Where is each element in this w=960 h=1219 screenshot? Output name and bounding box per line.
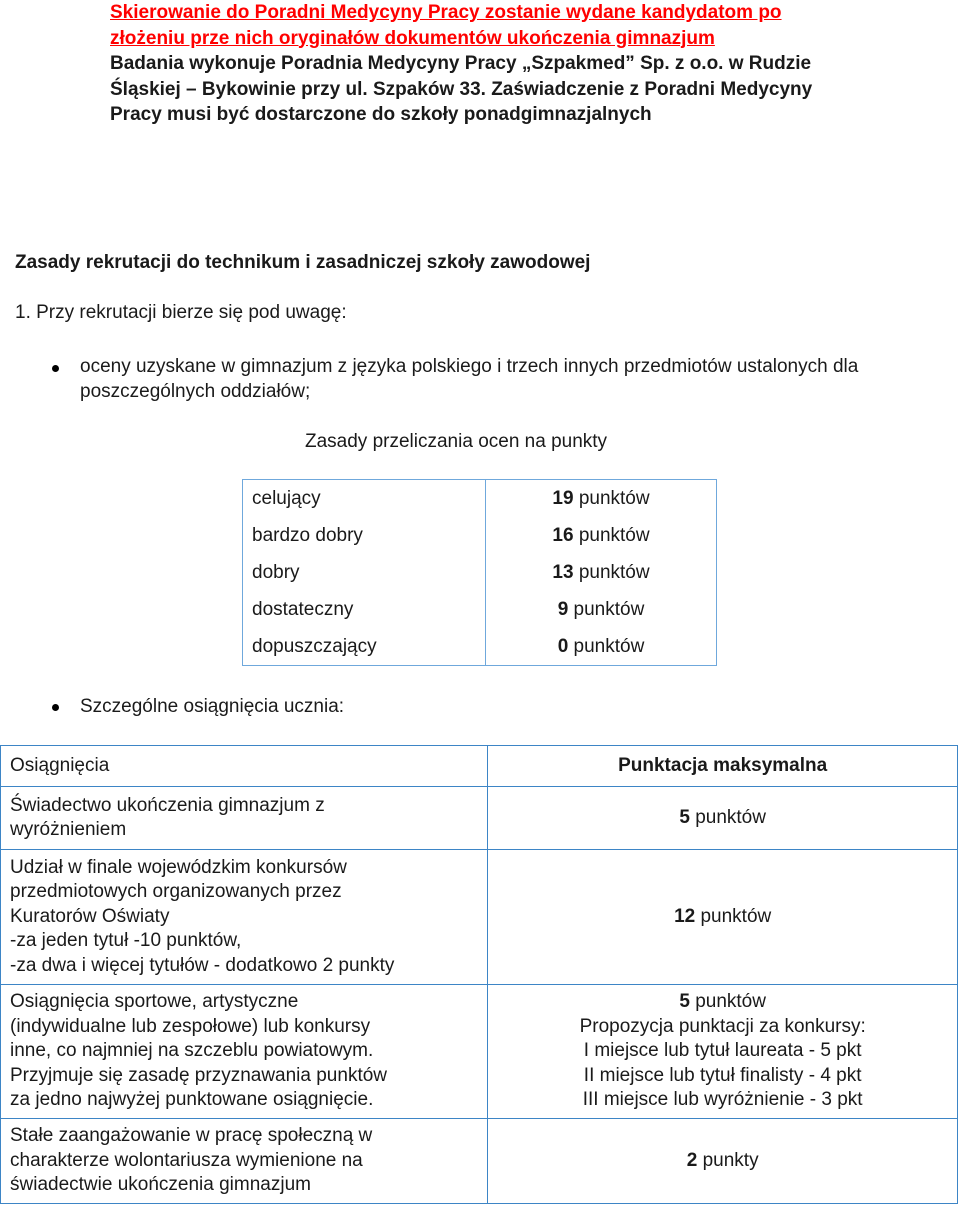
grades-table-title: Zasady przeliczania ocen na punkty — [305, 431, 608, 452]
table-row — [1, 985, 958, 1119]
text-line: za jedno najwyżej punktowane osiągnięcie. — [10, 1089, 374, 1111]
points-unit: punktów — [573, 561, 650, 583]
bullet-achievements: Szczególne osiągnięcia ucznia: — [80, 696, 345, 717]
text-line: świadectwie ukończenia gimnazjum — [10, 1174, 311, 1196]
points-unit: punktów — [689, 806, 766, 828]
text-line: Świadectwo ukończenia gimnazjum z — [10, 794, 325, 816]
competition-scoring-line: Propozycja punktacji za konkursy: — [579, 1015, 866, 1037]
points-number: 12 — [674, 905, 696, 927]
text-line: Kuratorów Oświaty — [10, 905, 170, 927]
table-row — [1, 787, 958, 850]
points-unit: punktów — [568, 598, 645, 620]
referral-notice-line: Skierowanie do Poradni Medycyny Pracy zostanie wydane kandydatom po — [110, 2, 782, 23]
table-row — [1, 1119, 958, 1204]
points-number: 13 — [552, 561, 574, 583]
grade-points — [486, 591, 717, 628]
grade-points — [486, 517, 717, 554]
grade-points — [486, 480, 717, 518]
bullet-grades: oceny uzyskane w gimnazjum z języka polskiego i trzech innych przedmiotów ustalonych dla poszczególnych oddziałów; — [80, 356, 859, 402]
points-number: 5 — [679, 991, 690, 1013]
table-header-row — [1, 746, 958, 787]
points-unit: punktów — [573, 524, 650, 546]
achievement-points — [488, 850, 958, 985]
points-unit: punktów — [568, 635, 645, 657]
grade-name: dostateczny — [243, 591, 486, 628]
text-line: wyróżnieniem — [10, 819, 127, 840]
points-unit: punktów — [695, 905, 772, 927]
achievement-description — [1, 1119, 488, 1204]
section-heading: Zasady rekrutacji do technikum i zasadniczej szkoły zawodowej — [15, 252, 591, 273]
achievement-description — [1, 787, 488, 850]
referral-notice-line: złożeniu prze nich oryginałów dokumentów ukończenia gimnazjum — [110, 27, 715, 49]
achievement-points — [488, 985, 958, 1119]
achievements-table — [0, 745, 958, 1204]
column-header-achievements: Osiągnięcia — [1, 746, 488, 787]
bullet-dot — [52, 365, 59, 372]
grade-name: celujący — [243, 480, 486, 518]
table-row — [243, 628, 717, 666]
text-line: przedmiotowych organizowanych przez — [10, 881, 342, 903]
points-number: 5 — [679, 806, 690, 828]
points-unit: punkty — [697, 1149, 759, 1171]
points-unit: punktów — [573, 487, 650, 509]
achievement-points — [488, 1119, 958, 1204]
grade-points — [486, 554, 717, 591]
text-line: -za dwa i więcej tytułów - dodatkowo 2 punkty — [10, 954, 395, 976]
grade-name: bardzo dobry — [243, 517, 486, 554]
points-number: 2 — [686, 1149, 698, 1171]
grade-name: dopuszczający — [243, 628, 486, 666]
table-row — [243, 517, 717, 554]
point-1-text: 1. Przy rekrutacji bierze się pod uwagę: — [15, 302, 347, 323]
text-line: Osiągnięcia sportowe, artystyczne — [10, 991, 299, 1013]
grade-points — [486, 628, 717, 666]
text-line: Udział w finale wojewódzkim konkursów — [10, 856, 347, 878]
table-row — [243, 591, 717, 628]
text-line: inne, co najmniej na szczeblu powiatowym. — [10, 1040, 374, 1062]
column-header-max-points: Punktacja maksymalna — [488, 746, 958, 787]
grades-table — [242, 479, 717, 666]
text-line: charakterze wolontariusza wymienione na — [10, 1149, 363, 1171]
competition-scoring-line: I miejsce lub tytuł laureata - 5 pkt — [583, 1040, 862, 1062]
points-unit: punktów — [689, 991, 766, 1013]
grade-name: dobry — [243, 554, 486, 591]
points-number: 19 — [552, 487, 574, 509]
text-line: -za jeden tytuł -10 punktów, — [10, 930, 242, 952]
achievement-description — [1, 850, 488, 985]
table-row — [243, 480, 717, 518]
points-line — [488, 990, 957, 1015]
achievement-description — [1, 985, 488, 1119]
intro-notice — [110, 0, 930, 128]
bullet-dot — [52, 704, 59, 711]
competition-scoring-line: II miejsce lub tytuł finalisty - 4 pkt — [583, 1064, 862, 1086]
medical-exam-line: Badania wykonuje Poradnia Medycyny Pracy „Szpakmed” Sp. z o.o. w Rudzie — [110, 53, 812, 74]
medical-exam-line: Pracy musi być dostarczone do szkoły ponadgimnazjalnych — [110, 104, 652, 125]
achievement-points — [488, 787, 958, 850]
table-row — [1, 850, 958, 985]
text-line: Przyjmuje się zasadę przyznawania punktów — [10, 1064, 388, 1086]
table-row — [243, 554, 717, 591]
points-number: 9 — [557, 598, 569, 620]
competition-scoring-line: III miejsce lub wyróżnienie - 3 pkt — [582, 1089, 863, 1111]
text-line: Stałe zaangażowanie w pracę społeczną w — [10, 1125, 373, 1147]
points-number: 16 — [552, 524, 574, 546]
text-line: (indywidualne lub zespołowe) lub konkursy — [10, 1015, 371, 1037]
points-number: 0 — [557, 635, 569, 657]
medical-exam-line: Śląskiej – Bykowinie przy ul. Szpaków 33. Zaświadczenie z Poradni Medycyny — [110, 78, 813, 100]
